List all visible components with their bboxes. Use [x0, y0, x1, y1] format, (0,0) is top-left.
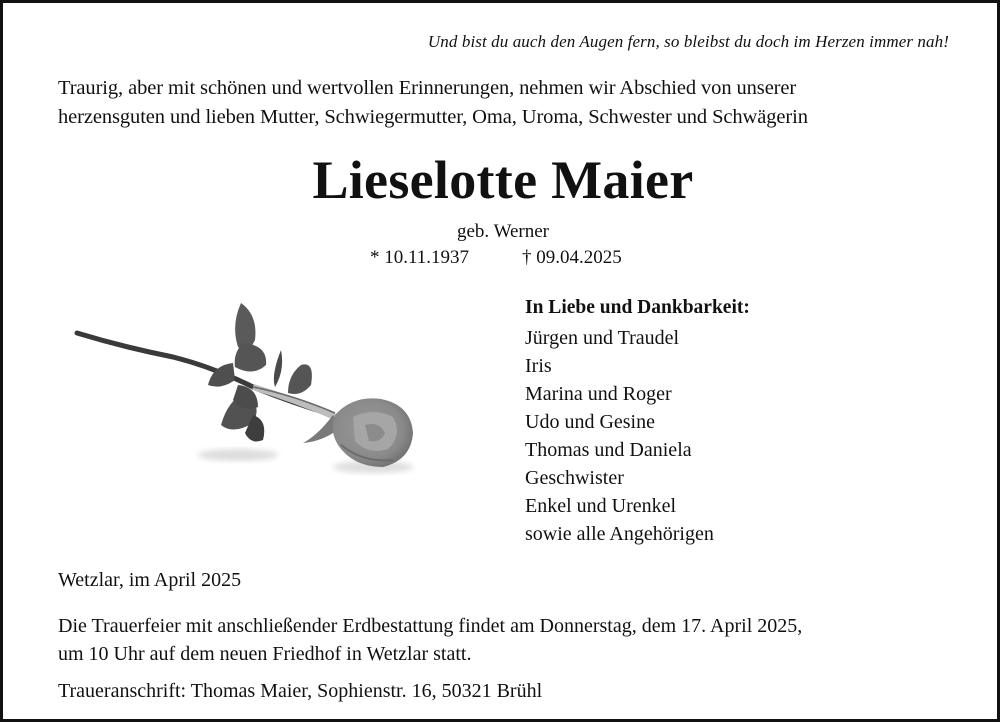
family-member: sowie alle Angehörigen: [525, 523, 714, 545]
family-member: Marina und Roger: [525, 383, 672, 405]
family-member: Geschwister: [525, 467, 624, 489]
family-section: [525, 294, 750, 548]
rose-icon: [63, 295, 433, 485]
family-list: [525, 324, 750, 548]
family-member: Thomas und Daniela: [525, 439, 692, 461]
intro-text: [58, 74, 808, 132]
family-member: Iris: [525, 355, 552, 377]
deceased-name: Lieselotte Maier: [312, 150, 694, 210]
death-date: † 09.04.2025: [522, 247, 622, 268]
intro-line: Traurig, aber mit schönen und wertvollen Erinnerungen, nehmen wir Abschied von unserer: [58, 77, 797, 99]
family-member: Jürgen und Traudel: [525, 327, 680, 349]
funeral-service-info: [58, 612, 802, 668]
family-member: Udo und Gesine: [525, 411, 655, 433]
family-heading: In Liebe und Dankbarkeit:: [525, 297, 750, 318]
family-member: Enkel und Urenkel: [525, 495, 677, 517]
intro-line: herzensguten und lieben Mutter, Schwiegermutter, Oma, Uroma, Schwester und Schwägerin: [58, 106, 808, 128]
birth-date: * 10.11.1937: [370, 247, 470, 268]
service-line: Die Trauerfeier mit anschließender Erdbestattung findet am Donnerstag, dem 17. April 2025,: [58, 615, 803, 637]
mourning-address: Traueranschrift: Thomas Maier, Sophienstr. 16, 50321 Brühl: [58, 680, 543, 702]
maiden-name: geb. Werner: [456, 221, 550, 242]
place-date: Wetzlar, im April 2025: [58, 569, 242, 591]
service-line: um 10 Uhr auf dem neuen Friedhof in Wetzlar statt.: [58, 643, 472, 665]
motto-quote: Und bist du auch den Augen fern, so bleibst du doch im Herzen immer nah!: [427, 32, 949, 51]
